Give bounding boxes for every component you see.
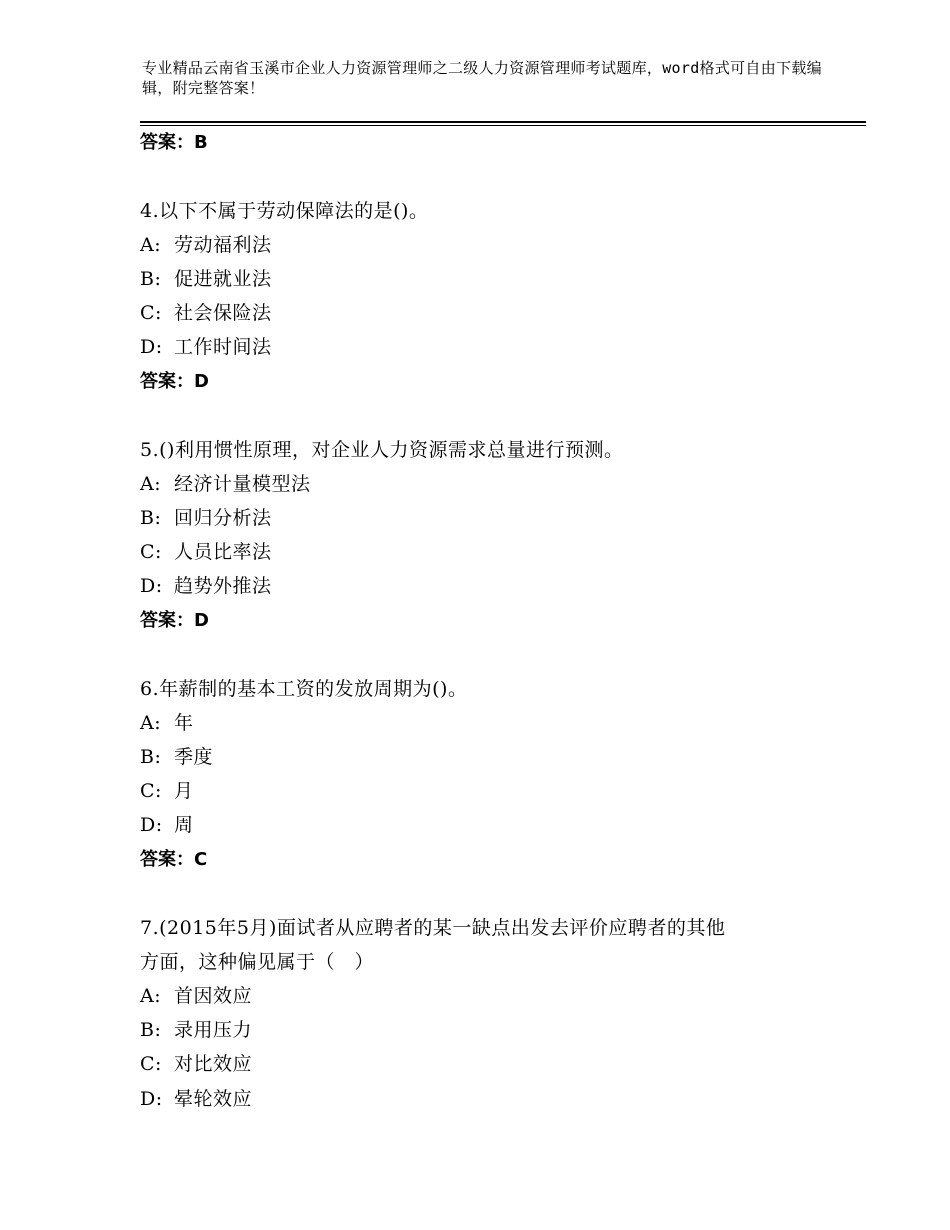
question-4-option-d bbox=[140, 334, 272, 360]
option-text: 对比效应 bbox=[174, 1053, 253, 1075]
answer-q4: 答案：D bbox=[140, 371, 209, 392]
option-text: 月 bbox=[174, 780, 194, 802]
option-text: 经济计量模型法 bbox=[174, 473, 311, 495]
question-7-stem-line-2: 方面，这种偏见属于（ ） bbox=[140, 951, 375, 973]
question-5-option-b bbox=[140, 505, 272, 531]
option-label: C: bbox=[140, 541, 162, 563]
option-label: A: bbox=[140, 712, 162, 734]
answer-q3: 答案：B bbox=[140, 132, 208, 153]
option-text: 劳动福利法 bbox=[174, 234, 272, 256]
option-label: D: bbox=[140, 1088, 163, 1110]
option-label: B: bbox=[140, 507, 162, 529]
answer-q5: 答案：D bbox=[140, 610, 209, 631]
option-label: C: bbox=[140, 1053, 162, 1075]
question-4-option-c bbox=[140, 300, 272, 326]
question-6-option-d bbox=[140, 812, 194, 838]
question-5-stem: 5.()利用惯性原理，对企业人力资源需求总量进行预测。 bbox=[140, 439, 624, 461]
option-text: 促进就业法 bbox=[174, 268, 272, 290]
option-label: A: bbox=[140, 985, 162, 1007]
question-4-option-b bbox=[140, 266, 272, 292]
question-5-option-a bbox=[140, 471, 311, 497]
question-7-option-a bbox=[140, 983, 252, 1009]
option-text: 趋势外推法 bbox=[174, 575, 272, 597]
option-label: B: bbox=[140, 1019, 162, 1041]
option-text: 晕轮效应 bbox=[174, 1088, 253, 1110]
answer-q6: 答案：C bbox=[140, 849, 208, 870]
option-label: D: bbox=[140, 575, 163, 597]
question-6-stem: 6.年薪制的基本工资的发放周期为()。 bbox=[140, 678, 468, 700]
question-6-option-a bbox=[140, 710, 194, 736]
question-5-option-c bbox=[140, 539, 272, 565]
option-label: C: bbox=[140, 780, 162, 802]
option-text: 人员比率法 bbox=[174, 541, 272, 563]
header-divider-thick bbox=[140, 121, 866, 123]
question-6-option-c bbox=[140, 778, 194, 804]
option-label: B: bbox=[140, 746, 162, 768]
header-divider-thin bbox=[140, 125, 866, 126]
question-7-stem-line-1: 7.(2015年5月)面试者从应聘者的某一缺点出发去评价应聘者的其他 bbox=[140, 917, 726, 939]
option-label: A: bbox=[140, 234, 162, 256]
option-text: 录用压力 bbox=[174, 1019, 253, 1041]
option-text: 社会保险法 bbox=[174, 302, 272, 324]
option-label: D: bbox=[140, 336, 163, 358]
option-text: 回归分析法 bbox=[174, 507, 272, 529]
option-label: B: bbox=[140, 268, 162, 290]
question-7-option-c bbox=[140, 1051, 252, 1077]
question-5-option-d bbox=[140, 573, 272, 599]
question-6-option-b bbox=[140, 744, 213, 770]
question-7-option-d bbox=[140, 1086, 252, 1112]
option-label: C: bbox=[140, 302, 162, 324]
document-header: 专业精品云南省玉溪市企业人力资源管理师之二级人力资源管理师考试题库，word格式可自由下载编辑，附完整答案！ bbox=[142, 59, 822, 97]
option-text: 首因效应 bbox=[174, 985, 253, 1007]
option-text: 年 bbox=[174, 712, 194, 734]
question-7-option-b bbox=[140, 1017, 252, 1043]
question-4-option-a bbox=[140, 232, 272, 258]
option-text: 周 bbox=[174, 814, 194, 836]
option-label: D: bbox=[140, 814, 163, 836]
option-text: 季度 bbox=[174, 746, 214, 768]
option-text: 工作时间法 bbox=[174, 336, 272, 358]
option-label: A: bbox=[140, 473, 162, 495]
question-4-stem: 4.以下不属于劳动保障法的是()。 bbox=[140, 200, 429, 222]
